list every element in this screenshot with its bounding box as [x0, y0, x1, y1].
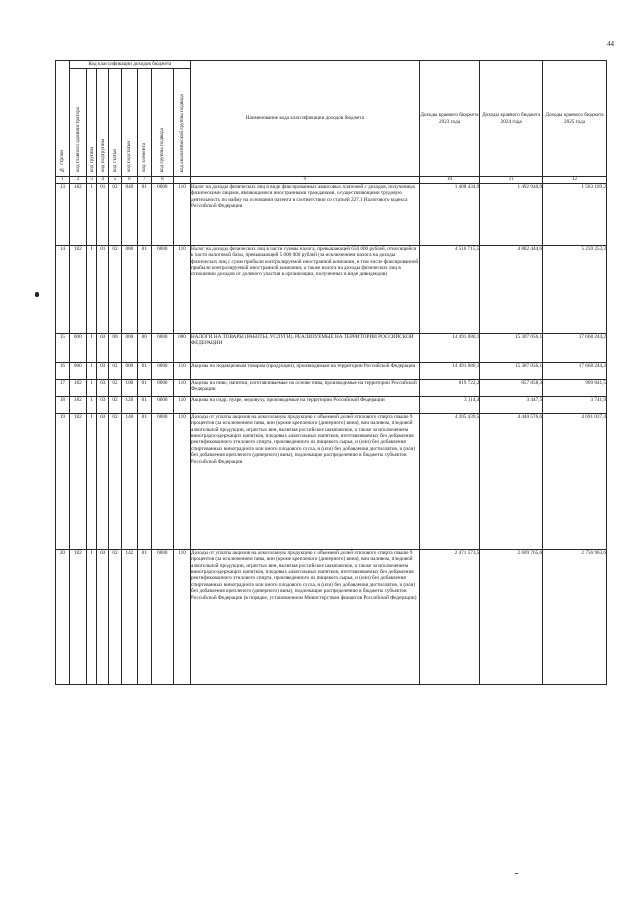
column-number: [173, 177, 190, 184]
header-income-2024: Доходы краевого бюджета 2024 года: [480, 61, 543, 177]
revenue-name: Налог на доходы физических лиц в части суммы налога, превышающей 650 000 рублей, относящейся к части налоговой базы, превышающей 5 000 000 рублей (за исключением налога на доходы физических лиц с сумм прибыли контролируемой иностранной компании, в том числе фиксированной прибыли контролируемой иностранной компании, а также налога на доходы физических лиц в отношении доходов от долевого участия в организации, полученных в виде дивидендов): [191, 246, 420, 334]
table-row: [56, 380, 607, 397]
code-article: 02: [109, 184, 122, 246]
income-2025: 2 756 963,6: [543, 550, 607, 685]
code-subarticle: 142: [121, 550, 137, 685]
code-group: 1: [86, 414, 97, 550]
income-2024: 15 307 056,1: [480, 363, 543, 380]
income-2025: 909 841,5: [543, 380, 607, 397]
header-code-article: код статьи: [109, 69, 122, 177]
code-subarticle: 040: [121, 184, 137, 246]
income-2024: 1 492 940,9: [480, 184, 543, 246]
header-code-group: код группы: [86, 69, 97, 177]
column-number: 7: [137, 177, 151, 184]
code-subtype-group: 0000: [151, 363, 173, 380]
header-code-subgroup: код подгруппы: [97, 69, 109, 177]
code-subgroup: 03: [97, 397, 109, 414]
code-subarticle: 120: [121, 397, 137, 414]
header-code-subarticle: код подстатьи: [121, 69, 137, 177]
income-2023: 2 471 573,5: [419, 550, 480, 685]
code-analytic-group: 110: [173, 397, 190, 414]
code-element: 01: [137, 184, 151, 246]
row-number: 20: [56, 550, 70, 685]
income-2025: 5 259 253,3: [543, 246, 607, 334]
code-subgroup: 03: [97, 363, 109, 380]
code-group: 1: [86, 246, 97, 334]
column-numbers-row: [56, 177, 607, 184]
code-subtype-group: 0000: [151, 550, 173, 685]
code-subarticle: 000: [121, 334, 137, 363]
column-number: 2: [69, 177, 86, 184]
code-administrator: 182: [69, 414, 86, 550]
code-group: 1: [86, 380, 97, 397]
code-subtype-group: 0000: [151, 397, 173, 414]
income-2023: 3 114,4: [419, 397, 480, 414]
income-2024: 15 307 056,1: [480, 334, 543, 363]
scan-artifact-dot: [515, 873, 518, 874]
column-number: 12: [543, 177, 607, 184]
code-subtype-group: 0000: [151, 414, 173, 550]
income-2024: 857 858,3: [480, 380, 543, 397]
column-number: 11: [480, 177, 543, 184]
code-element: 01: [137, 397, 151, 414]
code-subgroup: 03: [97, 334, 109, 363]
code-subarticle: 000: [121, 363, 137, 380]
code-analytic-group: 110: [173, 414, 190, 550]
row-number: 15: [56, 334, 70, 363]
code-article: 02: [109, 550, 122, 685]
code-administrator: 182: [69, 246, 86, 334]
code-article: 02: [109, 397, 122, 414]
code-article: 00: [109, 334, 122, 363]
row-number: 16: [56, 363, 70, 380]
header-code-administrator: код главного администратора: [69, 69, 86, 177]
code-article: 02: [109, 363, 122, 380]
code-subgroup: 03: [97, 550, 109, 685]
revenue-name: НАЛОГИ НА ТОВАРЫ (РАБОТЫ, УСЛУГИ), РЕАЛИЗУЕМЫЕ НА ТЕРРИТОРИИ РОССИЙСКОЙ ФЕДЕРАЦИИ: [191, 334, 420, 363]
income-2025: 17 668 244,2: [543, 363, 607, 380]
code-article: 02: [109, 380, 122, 397]
row-number: 18: [56, 397, 70, 414]
code-group: 1: [86, 363, 97, 380]
code-administrator: 000: [69, 363, 86, 380]
income-2023: 4 205 439,5: [419, 414, 480, 550]
header-row-number: № строки: [56, 61, 70, 177]
code-article: 02: [109, 414, 122, 550]
header-income-2025: Доходы краевого бюджета 2025 года: [543, 61, 607, 177]
code-administrator: 182: [69, 184, 86, 246]
income-2024: 2 609 765,6: [480, 550, 543, 685]
code-subgroup: 01: [97, 246, 109, 334]
revenue-name: Доходы от уплаты акцизов на алкогольную продукцию с объемной долей этилового спирта свыше 9 процентов (за исключением пива, вин (кроме крепленого (динерного) вина), вин наливом, плодовой алкогольной продукции, игристых вин, включая российское шампанское, а также за исключением виноградосодержащих напитков, плодовых алкогольных напитков, изготавливаемых без добавления ректификованного этилового спирта, произведенного из пищевого сырья, и (или) без добавления спиртованных виноградного или иного плодового сусла, и (или) без добавления дистиллятов, и (или) без добавления крепленого (динерного) вина), подлежащие распределению в бюджеты субъектов Российской Федерации: [191, 414, 420, 550]
column-number: 9: [191, 177, 420, 184]
column-number: 1: [56, 177, 70, 184]
income-2023: 1 408 434,9: [419, 184, 480, 246]
code-analytic-group: 110: [173, 184, 190, 246]
table-body: [56, 184, 607, 685]
code-element: 01: [137, 550, 151, 685]
code-analytic-group: 110: [173, 380, 190, 397]
income-2023: 14 491 080,1: [419, 363, 480, 380]
table-row: [56, 246, 607, 334]
code-subgroup: 03: [97, 414, 109, 550]
income-2023: 819 722,2: [419, 380, 480, 397]
row-number: 19: [56, 414, 70, 550]
code-subtype-group: 0000: [151, 334, 173, 363]
revenue-name: Акцизы на сидр, пуаре, медовуху, производимые на территории Российской Федерации: [191, 397, 420, 414]
scan-artifact-mark: [35, 292, 39, 297]
column-number: 3: [86, 177, 97, 184]
code-element: 01: [137, 414, 151, 550]
revenue-name: Акцизы на пиво, напитки, изготавливаемые на основе пива, производимые на территории Российской Федерации: [191, 380, 420, 397]
code-analytic-group: 110: [173, 550, 190, 685]
income-2025: 4 691 037,4: [543, 414, 607, 550]
code-administrator: 000: [69, 334, 86, 363]
table-row: [56, 184, 607, 246]
code-group: 1: [86, 184, 97, 246]
code-subarticle: 080: [121, 246, 137, 334]
header-income-2023: Доходы краевого бюджета 2023 года: [419, 61, 480, 177]
header-classification-group: Код классификации доходов бюджета: [69, 61, 190, 69]
table-row: [56, 334, 607, 363]
code-article: 02: [109, 246, 122, 334]
code-subtype-group: 0000: [151, 184, 173, 246]
code-analytic-group: 110: [173, 363, 190, 380]
code-subarticle: 100: [121, 380, 137, 397]
row-number: 13: [56, 184, 70, 246]
column-number: 6: [121, 177, 137, 184]
header-code-element: код элемента: [137, 69, 151, 177]
header-row-group: [56, 61, 607, 69]
income-2024: 4 440 576,6: [480, 414, 543, 550]
header-name: Наименование кода классификации доходов бюджета: [191, 61, 420, 177]
table-row: [56, 414, 607, 550]
header-code-analytic-group: код аналитической группы подвида: [173, 69, 190, 177]
income-2023: 4 516 715,5: [419, 246, 480, 334]
code-subgroup: 03: [97, 380, 109, 397]
column-number: 4: [97, 177, 109, 184]
code-administrator: 182: [69, 550, 86, 685]
code-subtype-group: 0000: [151, 246, 173, 334]
revenue-name: Доходы от уплаты акцизов на алкогольную продукцию с объемной долей этилового спирта свыше 9 процентов (за исключением пива, вин (кроме крепленого (динерного) вина), вин наливом, плодовой алкогольной продукции, игристых вин, включая российское шампанское, а также за исключением виноградосодержащих напитков, плодовых алкогольных напитков, изготавливаемых без добавления ректификованного этилового спирта, произведенного из пищевого сырья, и (или) без добавления спиртованных виноградного или иного плодового сусла, и (или) без добавления дистиллятов, и (или) без добавления крепленого (динерного) вина), подлежащие распределению в бюджеты субъектов Российской Федерации (в порядке, установленном Министерством финансов Российской Федерации): [191, 550, 420, 685]
code-element: 00: [137, 334, 151, 363]
code-subarticle: 140: [121, 414, 137, 550]
code-analytic-group: 000: [173, 334, 190, 363]
page-number: 44: [607, 40, 614, 48]
revenue-name: Акцизы по подакцизным товарам (продукции), производимым на территории Российской Федерации: [191, 363, 420, 380]
column-number: 5: [109, 177, 122, 184]
code-element: 01: [137, 380, 151, 397]
code-subgroup: 01: [97, 184, 109, 246]
code-administrator: 182: [69, 380, 86, 397]
column-number: 8: [151, 177, 173, 184]
code-subtype-group: 0000: [151, 380, 173, 397]
row-number: 17: [56, 380, 70, 397]
income-2025: 3 741,9: [543, 397, 607, 414]
code-group: 1: [86, 334, 97, 363]
income-2024: 3 447,5: [480, 397, 543, 414]
row-number: 14: [56, 246, 70, 334]
code-administrator: 182: [69, 397, 86, 414]
budget-revenue-table: [55, 60, 607, 685]
column-number: 10: [419, 177, 480, 184]
code-element: 01: [137, 363, 151, 380]
income-2024: 4 882 444,6: [480, 246, 543, 334]
code-analytic-group: 110: [173, 246, 190, 334]
header-code-subtype-group: код группы подвида: [151, 69, 173, 177]
revenue-name: Налог на доходы физических лиц в виде фиксированных авансовых платежей с доходов, полученных физическими лицами, являющимися иностранными гражданами, осуществляющими трудовую деятельность по найму на основании патента в соответствии со статьей 227.1 Налогового кодекса Российской Федерации: [191, 184, 420, 246]
table-row: [56, 397, 607, 414]
table-row: [56, 363, 607, 380]
income-2025: 1 563 109,2: [543, 184, 607, 246]
code-group: 1: [86, 550, 97, 685]
table-row: [56, 550, 607, 685]
code-group: 1: [86, 397, 97, 414]
code-element: 01: [137, 246, 151, 334]
income-2023: 14 491 080,1: [419, 334, 480, 363]
income-2025: 17 668 244,2: [543, 334, 607, 363]
